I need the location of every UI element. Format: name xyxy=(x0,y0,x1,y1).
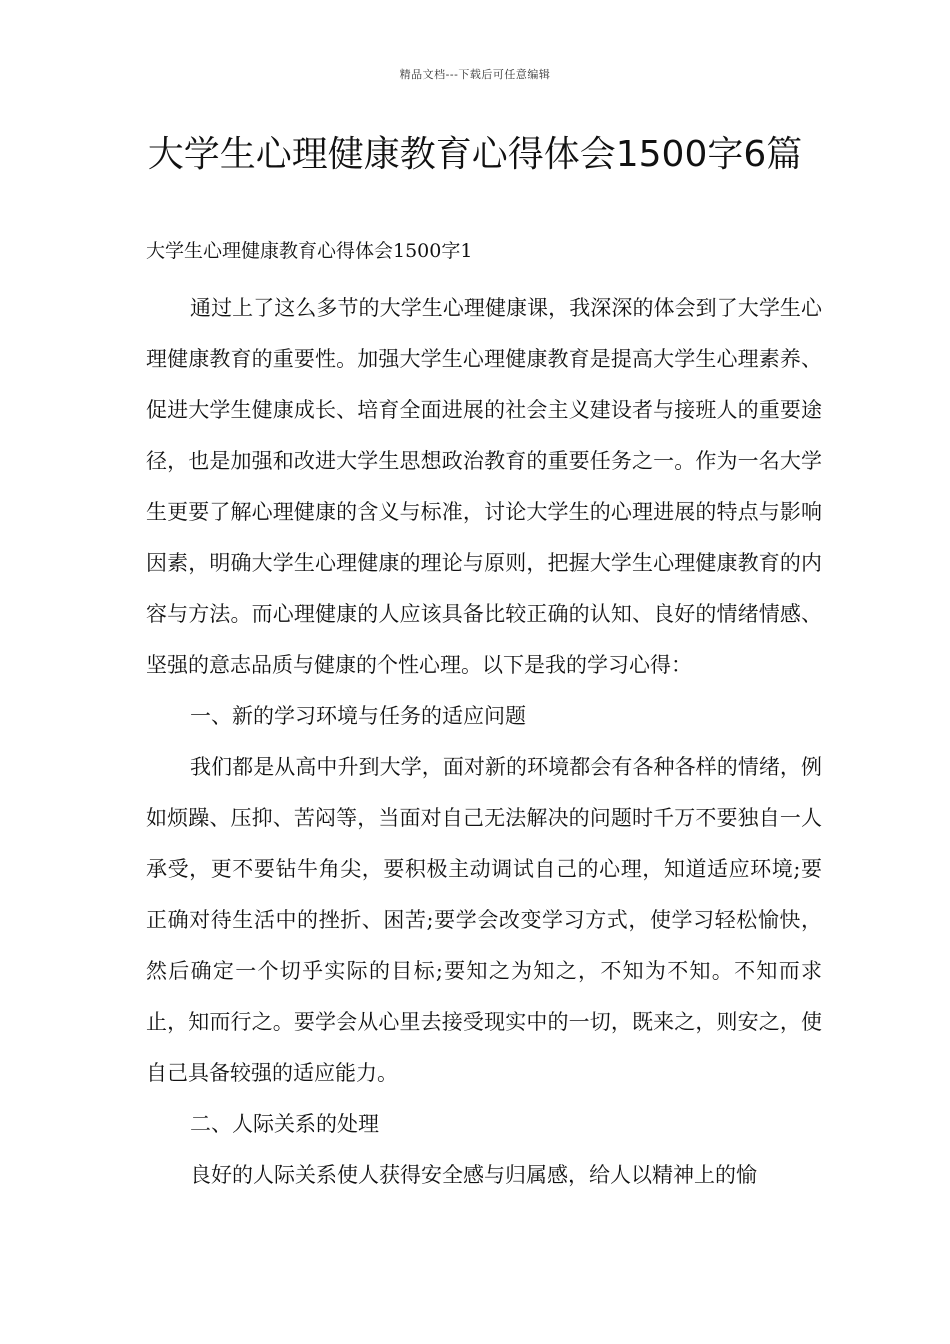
document-title: 大学生心理健康教育心得体会1500字6篇 xyxy=(147,134,803,175)
header-note: 精品文档---下载后可任意编辑 xyxy=(399,68,551,81)
body-paragraph: 我们都是从高中升到大学，面对新的环境都会有各种各样的情绪，例如烦躁、压抑、苦闷等，当面对自己无法解决的问题时千万不要独自一人承受，更不要钻牛角尖，要积极主动调试自己的心理，知道适应环境;要正确对待生活中的挫折、困苦;要学会改变学习方式，使学习轻松愉快，然后确定一个切乎实际的目标;要知之为知之，不知为不知。不知而求止，知而行之。要学会从心里去接受现实中的一切，既来之，则安之，使自己具备较强的适应能力。 xyxy=(146,755,822,1085)
section-heading: 二、人际关系的处理 xyxy=(190,1112,379,1136)
section-subtitle: 大学生心理健康教育心得体会1500字1 xyxy=(146,240,473,262)
section-heading: 一、新的学习环境与任务的适应问题 xyxy=(190,704,526,728)
body-paragraph: 良好的人际关系使人获得安全感与归属感，给人以精神上的愉 xyxy=(190,1163,757,1187)
body-paragraph: 通过上了这么多节的大学生心理健康课，我深深的体会到了大学生心理健康教育的重要性。加强大学生心理健康教育是提高大学生心理素养、促进大学生健康成长、培育全面进展的社会主义建设者与接班人的重要途径，也是加强和改进大学生思想政治教育的重要任务之一。作为一名大学生更要了解心理健康的含义与标准，讨论大学生的心理进展的特点与影响因素，明确大学生心理健康的理论与原则，把握大学生心理健康教育的内容与方法。而心理健康的人应该具备比较正确的认知、良好的情绪情感、坚强的意志品质与健康的个性心理。以下是我的学习心得： xyxy=(146,296,822,677)
document-body xyxy=(146,283,822,1201)
